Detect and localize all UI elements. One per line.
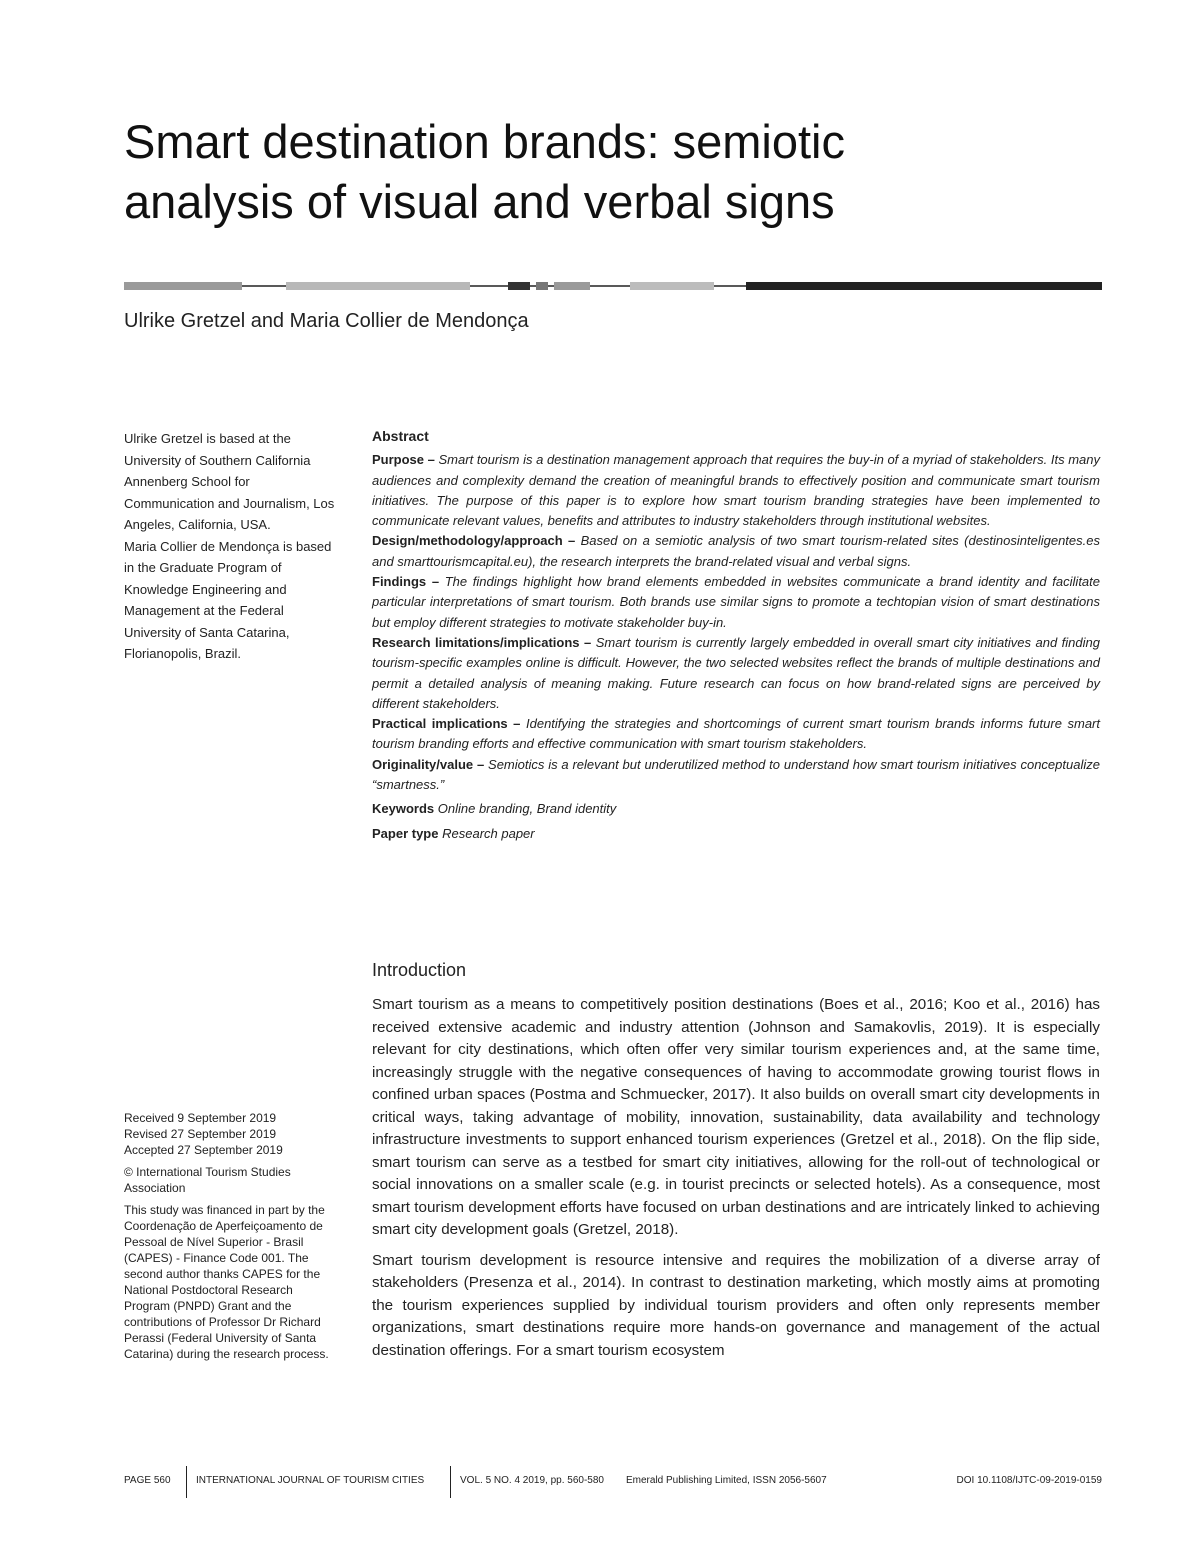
abstract-limitations — [372, 633, 1100, 714]
abstract-findings — [372, 572, 1100, 633]
design-label: Design/methodology/approach – — [372, 533, 576, 549]
findings-text: The findings highlight how brand elements embedded in websites communicate a brand identity and facilitate particular interpretations of smart tourism. Both brands use similar signs to promote a techtopian vision of smart destinations but employ different strategies to motivate stakeholder buy-in. — [372, 574, 1100, 630]
limits-text: Smart tourism is currently largely embedded in overall smart city initiatives and finding tourism-specific examples online is difficult. However, the two selected websites reflect the brands of multiple destinations and permit a detailed analysis of meaning making. Future research can focus on how brand-related signs are perceived by different stakeholders. — [372, 634, 1100, 711]
abstract-originality — [372, 755, 1100, 796]
title-line-1: Smart destination brands: semiotic — [124, 115, 845, 168]
received-date: Received 9 September 2019 — [124, 1111, 277, 1125]
publisher-info: Emerald Publishing Limited, ISSN 2056-5607 — [626, 1475, 827, 1486]
practical-label: Practical implications – — [372, 716, 521, 732]
purpose-text: Smart tourism is a destination management approach that requires the buy-in of a myriad of stakeholders. Its many audiences and complexity demand the creation of meaningful brands to effectively position and communicate smart tourism initiatives. The purpose of this paper is to explore how smart tourism branding strategies have been implemented to communicate relevant values, benefits and attributes to industry stakeholders through institutional websites. — [372, 452, 1100, 529]
decorative-rule — [124, 280, 1102, 292]
footer-divider — [186, 1466, 187, 1498]
keywords-text: Online branding, Brand identity — [437, 801, 617, 817]
article-history — [124, 1110, 342, 1362]
revised-date: Revised 27 September 2019 — [124, 1127, 277, 1141]
volume-info: VOL. 5 NO. 4 2019, pp. 560-580 — [460, 1475, 604, 1486]
purpose-label: Purpose – — [372, 452, 435, 468]
abstract-section — [372, 426, 1100, 844]
affiliation-mendonca: Maria Collier de Mendonça is based in the Graduate Program of Knowledge Engineering and Management at the Federal University of Santa Catarina, Florianopolis, Brazil. — [124, 538, 332, 661]
keywords-label: Keywords — [372, 801, 435, 817]
copyright-note: © International Tourism Studies Association — [124, 1165, 291, 1195]
page-footer — [124, 1466, 1102, 1498]
page-number: PAGE 560 — [124, 1475, 171, 1486]
accepted-date: Accepted 27 September 2019 — [124, 1143, 283, 1157]
author-line: Ulrike Gretzel and Maria Collier de Mendonça — [124, 310, 529, 332]
abstract-design — [372, 531, 1100, 572]
keywords — [372, 799, 1100, 819]
abstract-purpose — [372, 450, 1100, 531]
title-line-2: analysis of visual and verbal signs — [124, 175, 835, 228]
intro-paragraph-2: Smart tourism development is resource intensive and requires the mobilization of a diverse array of stakeholders (Presenza et al., 2014). In contrast to destination marketing, which mostly aims at promoting the tourism experiences supplied by individual tourism providers and often only represents member organizations, smart destinations require more hands-on governance and management of the actual destination offerings. For a smart tourism ecosystem — [372, 1251, 1100, 1359]
introduction-heading: Introduction — [372, 960, 467, 980]
abstract-practical — [372, 714, 1100, 755]
abstract-heading: Abstract — [372, 428, 429, 444]
intro-paragraph-1: Smart tourism as a means to competitively position destinations (Boes et al., 2016; Koo et al., 2016) has received extensive academic and industry attention (Johnson and Samakovlis, 2019). It is especially relevant for city destinations, which often offer very similar tourism experiences and, at the same time, increasingly struggle with the negative consequences of having to accommodate growing tourist flows in confined urban spaces (Postma and Schmuecker, 2017). It also builds on overall smart city developments in critical ways, taking advantage of mobility, innovation, sustainability, data availability and technology infrastructure investments to support enhanced tourism experiences (Gretzel et al., 2018). On the flip side, smart tourism can serve as a testbed for smart city initiatives, allowing for the roll-out of technological or social innovations on a smaller scale (e.g. in tourist precincts or selected hotels). As a consequence, most smart tourism development efforts have focused on urban destinations and are intricately linked to achieving smart city development goals (Gretzel, 2018). — [372, 996, 1100, 1238]
orig-text: Semiotics is a relevant but underutilized method to understand how smart tourism initiatives conceptualize “smartness.” — [372, 756, 1100, 793]
article-title — [124, 112, 1104, 232]
paper-type-text: Research paper — [442, 825, 535, 841]
affiliation-gretzel: Ulrike Gretzel is based at the University of Southern California Annenberg School for Communication and Journalism, Los Angeles, California, USA. — [124, 431, 335, 532]
journal-name: INTERNATIONAL JOURNAL OF TOURISM CITIES — [196, 1475, 425, 1486]
paper-type-label: Paper type — [372, 825, 439, 841]
practical-text: Identifying the strategies and shortcomings of current smart tourism brands informs future smart tourism branding efforts and effective communication with smart tourism stakeholders. — [372, 716, 1100, 752]
author-affiliations — [124, 428, 342, 665]
introduction-body — [372, 994, 1100, 1362]
doi: DOI 10.1108/IJTC-09-2019-0159 — [956, 1475, 1102, 1486]
funding-note: This study was financed in part by the Coordenação de Aperfeiçoamento de Pessoal de Nível Superior - Brasil (CAPES) - Finance Code 001. The second author thanks CAPES for the National Postdoctoral Research Program (PNPD) Grant and the contributions of Professor Dr Richard Perassi (Federal University of Santa Catarina) during the research process. — [124, 1203, 329, 1361]
footer-divider — [450, 1466, 451, 1498]
paper-type — [372, 824, 1100, 844]
orig-label: Originality/value – — [372, 756, 485, 772]
design-text: Based on a semiotic analysis of two smart tourism-related sites (destinosinteligentes.es and smarttourismcapital.eu), the research interprets the brand-related visual and verbal signs. — [372, 533, 1100, 569]
findings-label: Findings – — [372, 574, 440, 590]
limits-label: Research limitations/implications – — [372, 634, 592, 650]
